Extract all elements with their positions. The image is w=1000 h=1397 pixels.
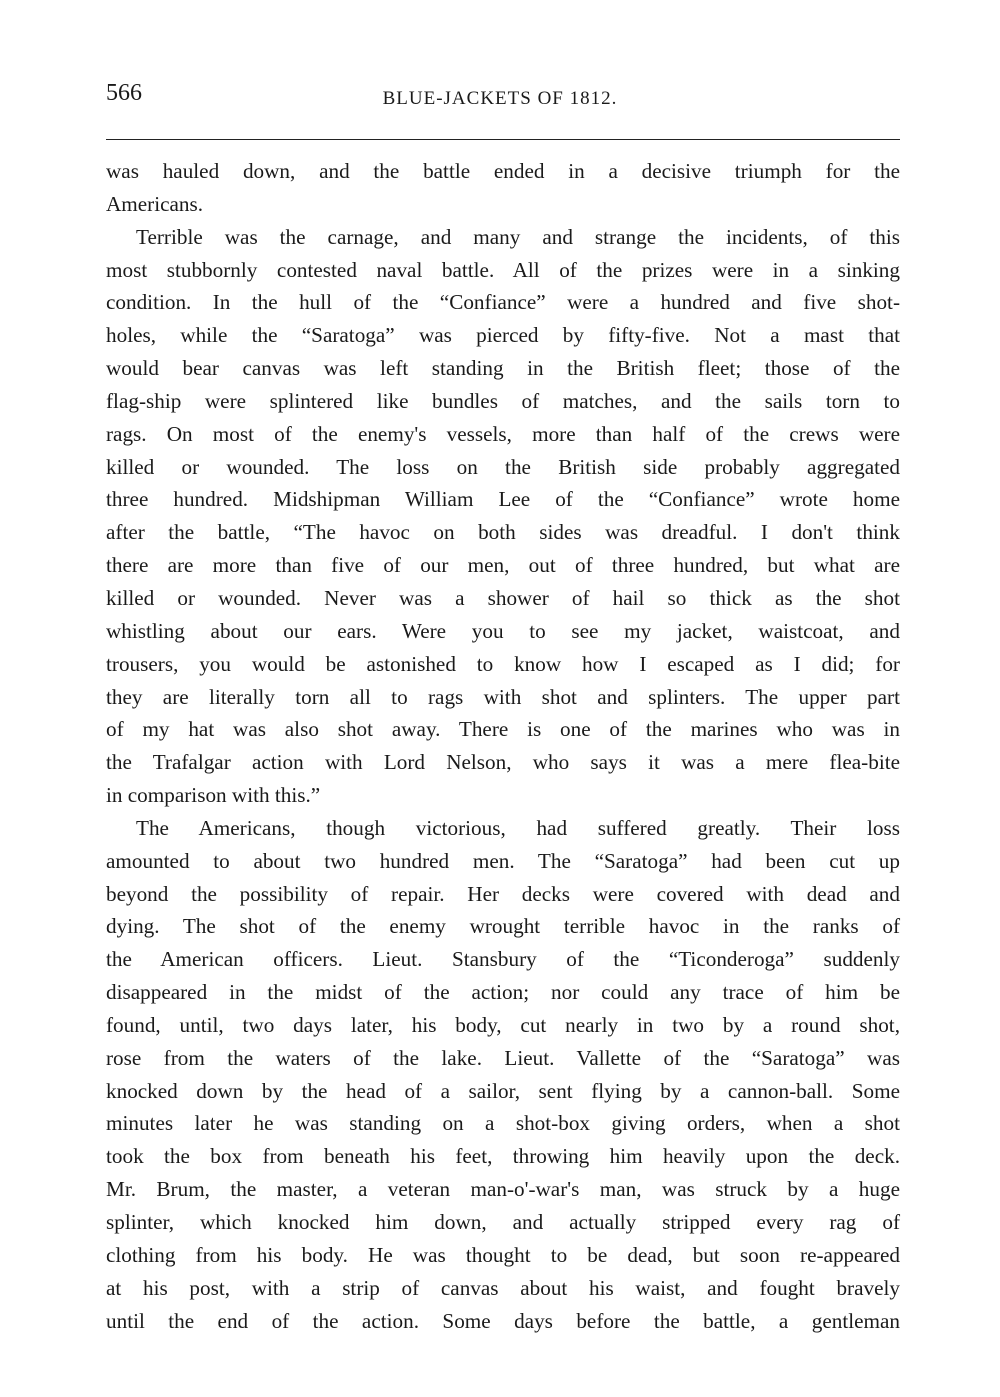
text-line: The Americans, though victorious, had suffered greatly. Their loss [136, 815, 900, 840]
paragraph [106, 812, 900, 1338]
text-line: three hundred. Midshipman William Lee of the “Confiance” wrote home [106, 487, 900, 512]
page-number: 566 [106, 80, 142, 106]
text-line: there are more than five of our men, out of three hundred, but what are [106, 553, 900, 578]
text-line: amounted to about two hundred men. The “Saratoga” had been cut up [106, 848, 900, 873]
text-line: disappeared in the midst of the action; nor could any trace of him be [106, 980, 900, 1005]
text-line: killed or wounded. The loss on the British side probably aggregated [106, 454, 900, 479]
text-line: rags. On most of the enemy's vessels, more than half of the crews were [106, 421, 900, 446]
text-line: knocked down by the head of a sailor, sent flying by a cannon-ball. Some [106, 1078, 900, 1103]
text-line: splinter, which knocked him down, and actually stripped every rag of [106, 1210, 900, 1234]
paragraph [106, 221, 900, 812]
text-line: trousers, you would be astonished to know how I escaped as I did; for [106, 651, 900, 676]
text-line: took the box from beneath his feet, throwing him heavily upon the deck. [106, 1144, 900, 1169]
body-text [106, 155, 900, 1337]
text-line: minutes later he was standing on a shot-box giving orders, when a shot [106, 1111, 900, 1136]
text-line: condition. In the hull of the “Confiance” were a hundred and five shot- [106, 290, 900, 315]
text-line: would bear canvas was left standing in the British fleet; those of the [106, 356, 900, 381]
text-line: until the end of the action. Some days before the battle, a gentleman [106, 1308, 900, 1333]
text-line: was hauled down, and the battle ended in a decisive triumph for the [106, 159, 900, 183]
text-line: in comparison with this.” [106, 783, 321, 808]
text-line: rose from the waters of the lake. Lieut. Vallette of the “Saratoga” was [106, 1045, 900, 1070]
text-line: Terrible was the carnage, and many and strange the incidents, of this [136, 224, 900, 249]
text-line: flag-ship were splintered like bundles of matches, and the sails torn to [106, 388, 900, 413]
running-title: BLUE-JACKETS OF 1812. [382, 88, 618, 109]
text-line: clothing from his body. He was thought to be dead, but soon re-appeared [106, 1242, 900, 1267]
header-rule [106, 139, 900, 140]
paragraph [106, 155, 900, 221]
text-line: Mr. Brum, the master, a veteran man-o'-war's man, was struck by a huge [106, 1177, 900, 1202]
text-line: at his post, with a strip of canvas about his waist, and fought bravely [106, 1275, 900, 1300]
text-line: whistling about our ears. Were you to see my jacket, waistcoat, and [106, 618, 900, 643]
text-line: found, until, two days later, his body, cut nearly in two by a round shot, [106, 1012, 900, 1037]
text-line: beyond the possibility of repair. Her decks were covered with dead and [106, 881, 900, 906]
text-line: Americans. [106, 191, 204, 216]
text-line: dying. The shot of the enemy wrought terrible havoc in the ranks of [106, 914, 900, 939]
text-line: they are literally torn all to rags with shot and splinters. The upper part [106, 684, 900, 709]
text-line: killed or wounded. Never was a shower of hail so thick as the shot [106, 585, 900, 610]
text-line: the American officers. Lieut. Stansbury of the “Ticonderoga” suddenly [106, 947, 900, 972]
text-line: the Trafalgar action with Lord Nelson, who says it was a mere flea-bite [106, 750, 900, 775]
text-line: holes, while the “Saratoga” was pierced by fifty-five. Not a mast that [106, 323, 900, 348]
text-line: most stubbornly contested naval battle. All of the prizes were in a sinking [106, 257, 900, 282]
text-line: after the battle, “The havoc on both sides was dreadful. I don't think [106, 520, 900, 545]
text-line: of my hat was also shot away. There is one of the marines who was in [106, 717, 900, 742]
